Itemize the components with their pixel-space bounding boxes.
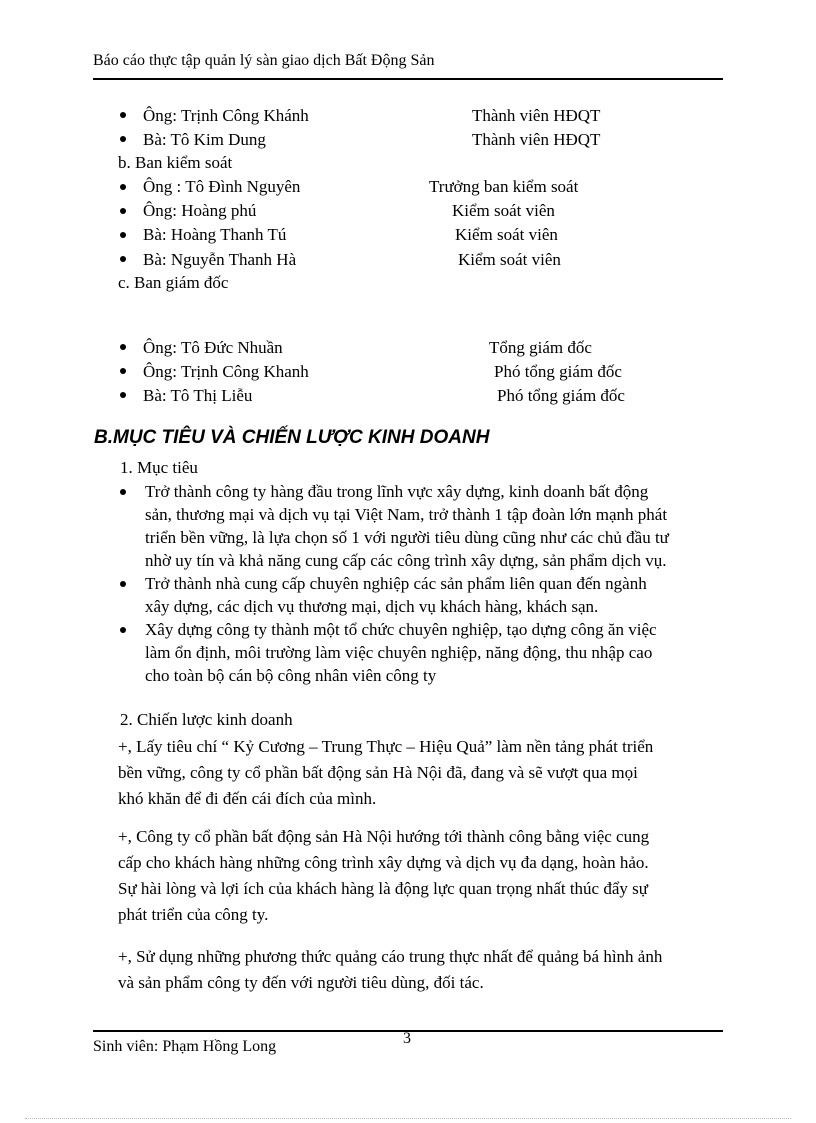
strategy-heading: 2. Chiến lược kinh doanh (120, 710, 293, 729)
member-name: Ông: Trịnh Công Khánh (143, 106, 309, 125)
objective-line: Xây dựng công ty thành một tổ chức chuyên nghiệp, tạo dựng công ăn việc (145, 620, 657, 639)
strategy-line: khó khăn để đi đến cái đích của mình. (118, 789, 377, 808)
member-name: Ông : Tô Đình Nguyên (143, 177, 301, 196)
objective-item (145, 618, 657, 687)
header-rule (93, 78, 723, 80)
strategy-line: bền vững, công ty cổ phần bất động sản Hà Nội đã, đang và sẽ vượt qua mọi (118, 763, 638, 782)
member-role: Phó tổng giám đốc (497, 386, 625, 405)
bullet-icon (120, 112, 126, 118)
objectives-heading: 1. Mục tiêu (120, 458, 198, 477)
member-role: Kiểm soát viên (455, 225, 558, 244)
objective-line: Trở thành nhà cung cấp chuyên nghiệp các sản phẩm liên quan đến ngành (145, 574, 647, 593)
objective-item (145, 480, 669, 572)
strategy-line: cấp cho khách hàng những công trình xây dựng và dịch vụ đa dạng, hoàn hảo. (118, 853, 649, 872)
objective-line: cho toàn bộ cán bộ công nhân viên công ty (145, 666, 437, 685)
supervisory-heading: b. Ban kiểm soát (118, 153, 233, 172)
footer-student: Sinh viên: Phạm Hồng Long (93, 1038, 277, 1055)
bullet-icon (120, 392, 126, 398)
bullet-icon (120, 581, 126, 587)
bullet-icon (120, 208, 126, 214)
objective-item (145, 572, 647, 618)
bullet-icon (120, 344, 126, 350)
objective-line: làm ổn định, môi trường làm việc chuyên nghiệp, năng động, thu nhập cao (145, 643, 653, 662)
member-name: Bà: Nguyễn Thanh Hà (143, 250, 297, 269)
bullet-icon (120, 232, 126, 238)
strategy-line: +, Công ty cổ phần bất động sản Hà Nội hướng tới thành công bằng việc cung (118, 827, 650, 846)
member-role: Phó tổng giám đốc (494, 362, 622, 381)
strategy-paragraph (118, 824, 649, 928)
member-role: Thành viên HĐQT (472, 106, 601, 125)
member-role: Tổng giám đốc (489, 338, 592, 357)
member-name: Bà: Hoàng Thanh Tú (143, 225, 287, 244)
member-role: Kiểm soát viên (458, 250, 561, 269)
bullet-icon (120, 184, 126, 190)
member-role: Trưởng ban kiểm soát (429, 177, 579, 196)
objective-line: triển bền vững, là lựa chọn số 1 với người tiêu dùng cũng như các chủ đầu tư (145, 528, 669, 547)
strategy-line: +, Lấy tiêu chí “ Kỷ Cương – Trung Thực – Hiệu Quả” làm nền tảng phát triển (118, 737, 654, 756)
member-name: Bà: Tô Thị Liễu (143, 386, 253, 405)
strategy-line: và sản phẩm công ty đến với người tiêu dùng, đối tác. (118, 973, 484, 992)
directors-heading: c. Ban giám đốc (118, 273, 229, 292)
member-name: Ông: Trịnh Công Khanh (143, 362, 309, 381)
member-name: Bà: Tô Kim Dung (143, 130, 266, 149)
strategy-paragraph (118, 944, 662, 996)
objective-line: nhờ uy tín và khả năng cung cấp các công trình xây dựng, sản phẩm dịch vụ. (145, 551, 667, 570)
objective-line: xây dựng, các dịch vụ thương mại, dịch vụ khách hàng, khách sạn. (145, 597, 599, 616)
bullet-icon (120, 489, 126, 495)
strategy-line: +, Sử dụng những phương thức quảng cáo trung thực nhất để quảng bá hình ảnh (118, 947, 663, 966)
member-role: Thành viên HĐQT (472, 130, 601, 149)
bullet-icon (120, 136, 126, 142)
header-title: Báo cáo thực tập quản lý sàn giao dịch Bất Động Sản (93, 52, 435, 69)
strategy-line: Sự hài lòng và lợi ích của khách hàng là động lực quan trọng nhất thúc đẩy sự (118, 879, 648, 898)
strategy-paragraph (118, 734, 653, 812)
objective-line: sản, thương mại và dịch vụ tại Việt Nam, trở thành 1 tập đoàn lớn mạnh phát (145, 505, 668, 524)
bullet-icon (120, 256, 126, 262)
strategy-line: phát triển của công ty. (118, 905, 269, 924)
bullet-icon (120, 627, 126, 633)
section-title: B.MỤC TIÊU VÀ CHIẾN LƯỢC KINH DOANH (94, 427, 490, 448)
objective-line: Trở thành công ty hàng đầu trong lĩnh vực xây dựng, kinh doanh bất động (145, 482, 649, 501)
member-role: Kiểm soát viên (452, 201, 555, 220)
page-bottom-divider (25, 1118, 791, 1119)
page-number: 3 (403, 1030, 411, 1047)
member-name: Ông: Tô Đức Nhuần (143, 338, 283, 357)
member-name: Ông: Hoàng phú (143, 201, 257, 220)
bullet-icon (120, 368, 126, 374)
